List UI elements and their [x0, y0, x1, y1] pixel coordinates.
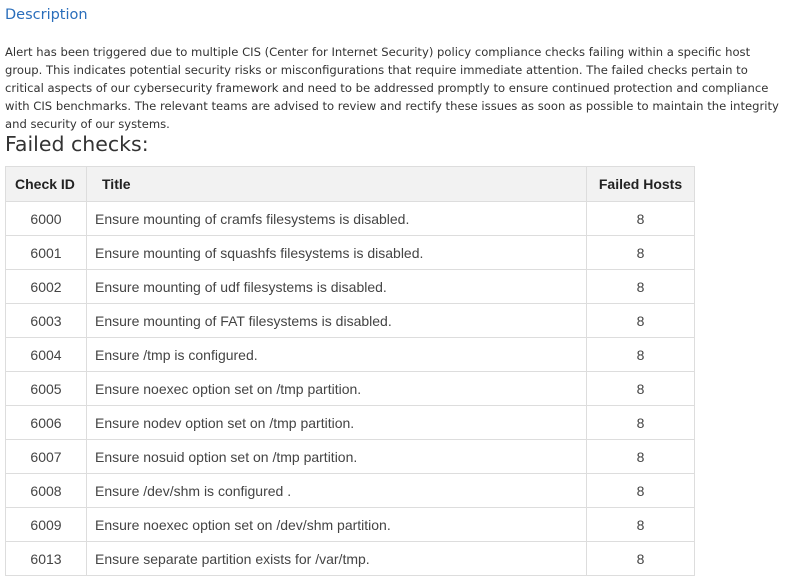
table-row	[6, 508, 695, 542]
column-header-title: Title	[87, 167, 587, 202]
table-row	[6, 270, 695, 304]
title-cell: Ensure /tmp is configured.	[87, 338, 587, 372]
check-id-cell: 6006	[6, 406, 87, 440]
check-id-cell: 6009	[6, 508, 87, 542]
failed-hosts-cell: 8	[587, 304, 695, 338]
table-row	[6, 474, 695, 508]
check-id-cell: 6003	[6, 304, 87, 338]
check-id-cell: 6001	[6, 236, 87, 270]
failed-hosts-cell: 8	[587, 440, 695, 474]
check-id-cell: 6000	[6, 202, 87, 236]
title-cell: Ensure /dev/shm is configured .	[87, 474, 587, 508]
check-id-cell: 6007	[6, 440, 87, 474]
table-row	[6, 372, 695, 406]
failed-hosts-cell: 8	[587, 508, 695, 542]
check-id-cell: 6002	[6, 270, 87, 304]
description-text: Alert has been triggered due to multiple CIS (Center for Internet Security) policy compliance checks failing within a specific host group. This indicates potential security risks or misconfigurations that require immediate attention. The failed checks pertain to critical aspects of our cybersecurity framework and need to be addressed promptly to ensure continued protection and compliance with CIS benchmarks. The relevant teams are advised to review and rectify these issues as soon as possible to maintain the integrity and security of our systems.	[5, 45, 779, 131]
column-header-failed-hosts: Failed Hosts	[587, 167, 695, 202]
table-row	[6, 304, 695, 338]
failed-hosts-cell: 8	[587, 236, 695, 270]
title-cell: Ensure mounting of cramfs filesystems is disabled.	[87, 202, 587, 236]
table-row	[6, 406, 695, 440]
check-id-cell: 6013	[6, 542, 87, 576]
failed-checks-heading: Failed checks:	[5, 132, 149, 156]
failed-hosts-cell: 8	[587, 338, 695, 372]
table-row	[6, 440, 695, 474]
table-row	[6, 236, 695, 270]
description-heading: Description	[5, 7, 88, 23]
title-cell: Ensure mounting of FAT filesystems is disabled.	[87, 304, 587, 338]
check-id-cell: 6008	[6, 474, 87, 508]
title-cell: Ensure mounting of udf filesystems is disabled.	[87, 270, 587, 304]
table-row	[6, 542, 695, 576]
title-cell: Ensure mounting of squashfs filesystems is disabled.	[87, 236, 587, 270]
title-cell: Ensure noexec option set on /tmp partition.	[87, 372, 587, 406]
column-header-check-id: Check ID	[6, 167, 87, 202]
table-row	[6, 338, 695, 372]
title-cell: Ensure nodev option set on /tmp partition.	[87, 406, 587, 440]
check-id-cell: 6004	[6, 338, 87, 372]
title-cell: Ensure separate partition exists for /var/tmp.	[87, 542, 587, 576]
failed-hosts-cell: 8	[587, 474, 695, 508]
title-cell: Ensure noexec option set on /dev/shm partition.	[87, 508, 587, 542]
failed-hosts-cell: 8	[587, 406, 695, 440]
title-cell: Ensure nosuid option set on /tmp partition.	[87, 440, 587, 474]
table-row	[6, 202, 695, 236]
failed-hosts-cell: 8	[587, 542, 695, 576]
failed-hosts-cell: 8	[587, 372, 695, 406]
check-id-cell: 6005	[6, 372, 87, 406]
table-header-row	[6, 167, 695, 202]
failed-hosts-cell: 8	[587, 202, 695, 236]
failed-checks-table	[5, 166, 695, 576]
failed-hosts-cell: 8	[587, 270, 695, 304]
